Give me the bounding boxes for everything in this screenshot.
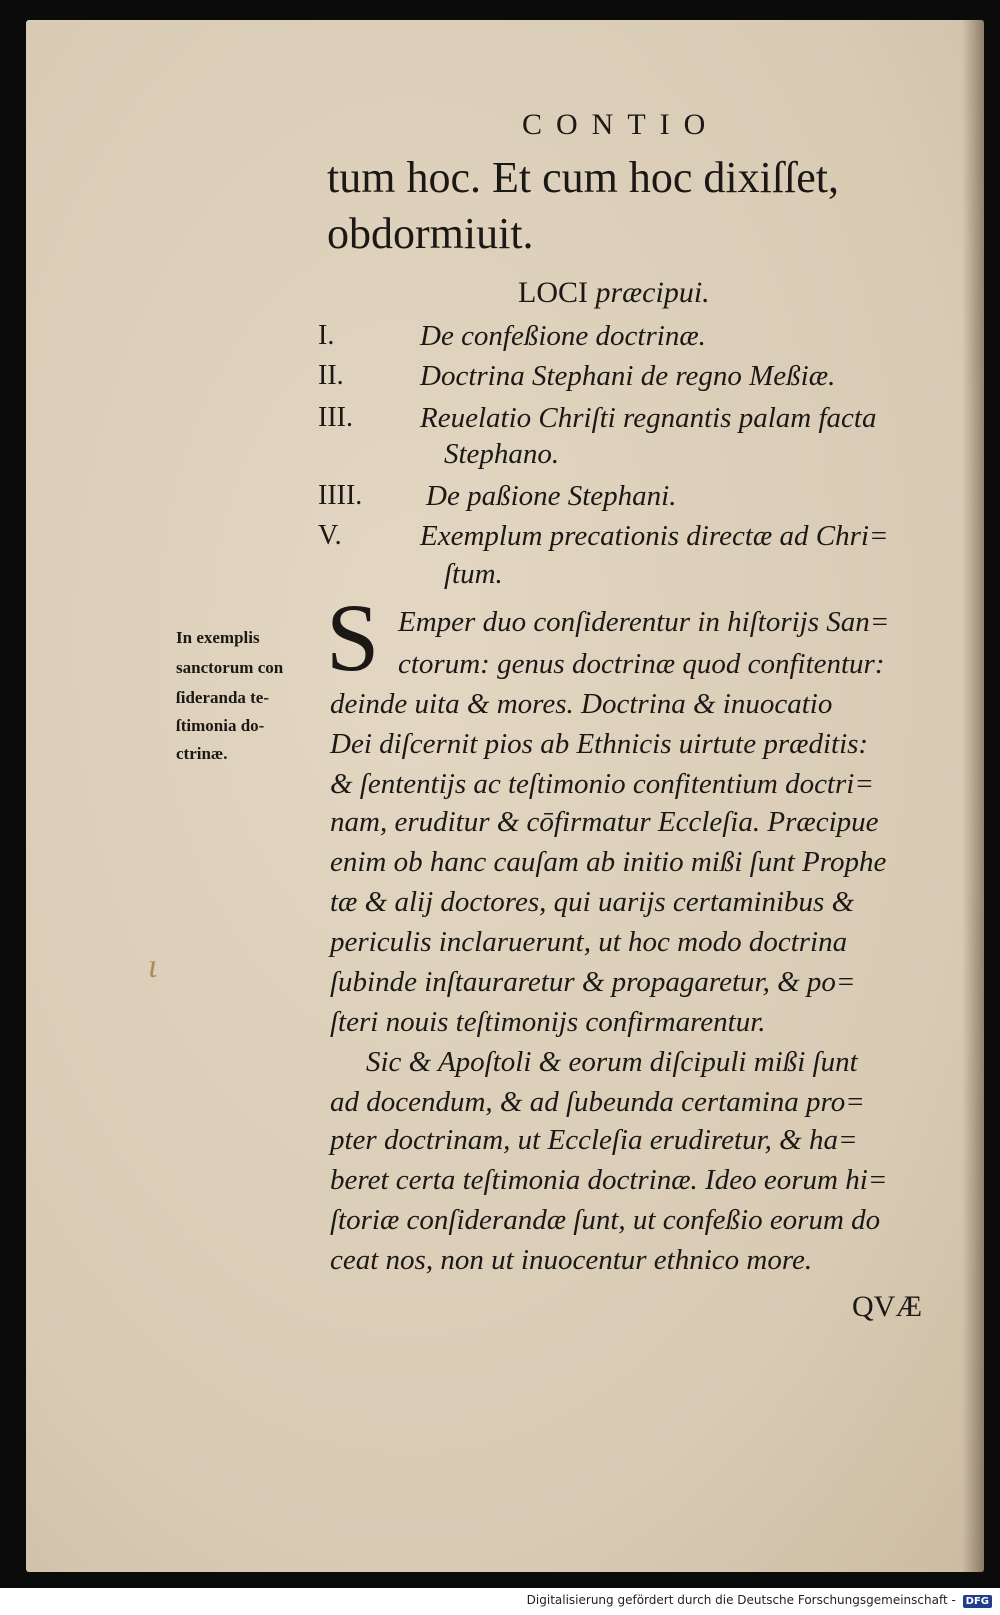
loci-number-1: I.: [318, 320, 335, 351]
loci-item-1: De confeßione doctrinæ.: [420, 320, 706, 352]
body-line: ceat nos, non ut inuocentur ethnico more.: [330, 1244, 813, 1276]
loci-heading: [518, 276, 710, 310]
loci-heading-caps: LOCI: [518, 276, 588, 309]
body-line: ctorum: genus doctrinæ quod confitentur:: [398, 648, 885, 680]
marginal-note-line-5: ctrinæ.: [176, 744, 228, 763]
running-head: CONTIO: [522, 108, 720, 141]
catchword: QVÆ: [852, 1290, 923, 1323]
marginal-note-line-3: ſideranda te-: [176, 688, 270, 707]
body-line: pter doctrinam, ut Eccleſia erudiretur, & ha=: [330, 1124, 858, 1156]
marginal-note-line-1: In exemplis: [176, 628, 260, 647]
body-line: & ſententijs ac teſtimonio confitentium doctri=: [330, 768, 874, 800]
loci-number-3: III.: [318, 402, 353, 433]
dfg-logo: DFG: [963, 1595, 992, 1608]
loci-item-2: Doctrina Stephani de regno Meßiæ.: [420, 360, 836, 392]
loci-item-4: De paßione Stephani.: [426, 480, 677, 512]
body-line: enim ob hanc cauſam ab initio mißi ſunt Prophe: [330, 846, 887, 878]
body-line: ſtoriæ conſiderandæ ſunt, ut confeßio eorum do: [330, 1204, 881, 1236]
opening-line-2: obdormiuit.: [327, 209, 534, 258]
footer-credit: [527, 1593, 992, 1608]
body-line: ſubinde inſtauraretur & propagaretur, & po=: [330, 966, 856, 998]
body-line: Emper duo conſiderentur in hiſtorijs San=: [398, 606, 890, 638]
body-line: beret certa teſtimonia doctrinæ. Ideo eorum hi=: [330, 1164, 888, 1196]
loci-item-3-line-1: Reuelatio Chriſti regnantis palam facta: [420, 402, 877, 434]
loci-item-5-line-2: ſtum.: [444, 558, 503, 590]
body-line: nam, eruditur & cōfirmatur Eccleſia. Præcipue: [330, 806, 879, 838]
ink-stain-mark: ɩ: [148, 948, 158, 985]
body-line: Dei diſcernit pios ab Ethnicis uirtute præditis:: [330, 728, 869, 760]
loci-number-2: II.: [318, 360, 344, 391]
body-line: ad docendum, & ad ſubeunda certamina pro=: [330, 1086, 865, 1118]
loci-item-3-line-2: Stephano.: [444, 438, 560, 470]
marginal-note-line-2: sanctorum con: [176, 658, 284, 677]
opening-line-1: tum hoc. Et cum hoc dixiſſet,: [327, 153, 840, 202]
marginal-note-line-4: ſtimonia do-: [176, 716, 265, 735]
loci-number-4: IIII.: [318, 480, 363, 511]
body-line: Sic & Apoſtoli & eorum diſcipuli mißi ſunt: [366, 1046, 858, 1078]
page-edge-shadow: [962, 20, 984, 1572]
loci-heading-rest: præcipui.: [595, 276, 710, 309]
body-line: tæ & alij doctores, qui uarijs certaminibus &: [330, 886, 855, 918]
loci-number-5: V.: [318, 520, 342, 551]
body-line: ſteri nouis teſtimonijs confirmarentur.: [330, 1006, 766, 1038]
body-line: periculis inclaruerunt, ut hoc modo doctrina: [330, 926, 848, 958]
body-line: deinde uita & mores. Doctrina & inuocatio: [330, 688, 833, 720]
footer-text: Digitalisierung gefördert durch die Deutsche Forschungsgemeinschaft -: [526, 1593, 956, 1607]
drop-cap: S: [326, 584, 380, 691]
loci-item-5-line-1: Exemplum precationis directæ ad Chri=: [420, 520, 889, 552]
